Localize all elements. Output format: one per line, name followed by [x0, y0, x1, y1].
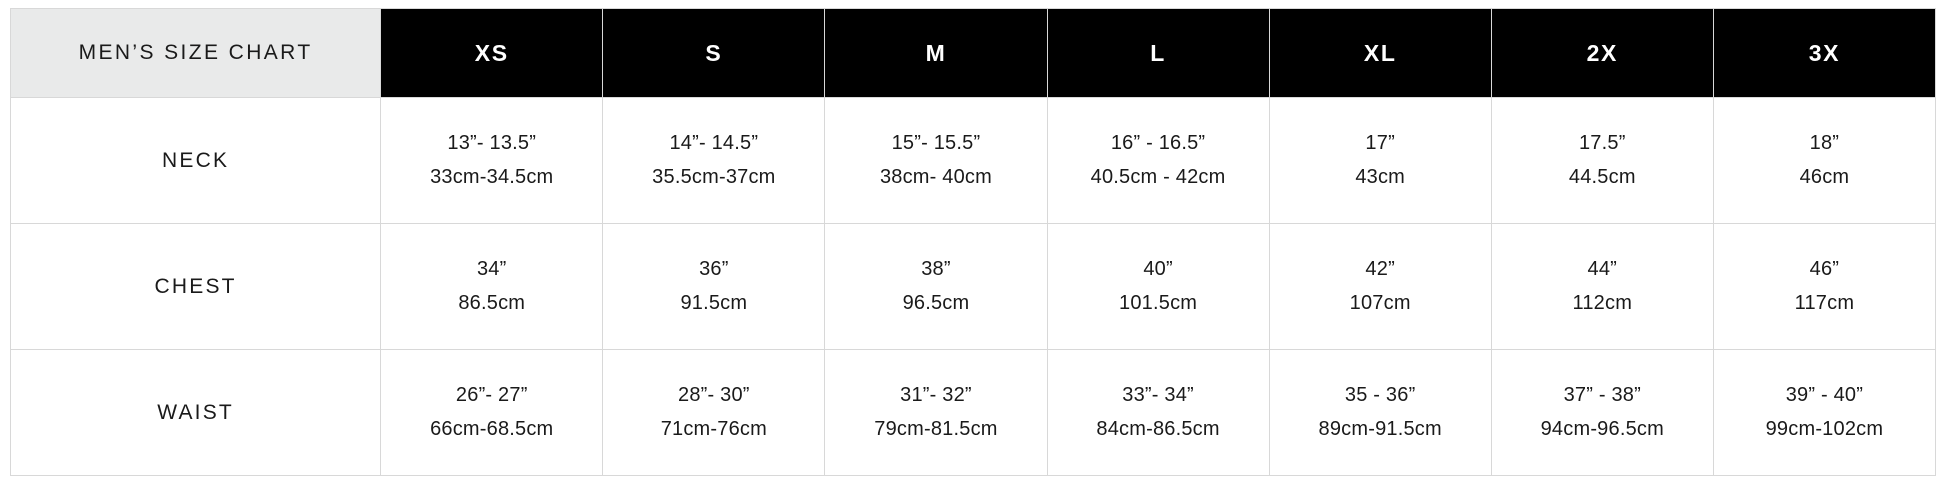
table-header: [11, 9, 1936, 98]
measure-imperial: 16” - 16.5”: [1110, 131, 1206, 154]
size-header-m: M: [825, 9, 1047, 98]
cell-neck-l: [1047, 98, 1269, 224]
table-row: [11, 224, 1936, 350]
cell-chest-s: [603, 224, 825, 350]
measure-imperial: 34”: [476, 257, 507, 280]
measure-imperial: 13”- 13.5”: [447, 131, 537, 154]
measure-imperial: 28”- 30”: [678, 383, 750, 406]
table-row: [11, 350, 1936, 476]
size-header-xl: XL: [1269, 9, 1491, 98]
measure-imperial: 44”: [1587, 257, 1618, 280]
measure-metric: 79cm-81.5cm: [874, 417, 998, 440]
cell-chest-l: [1047, 224, 1269, 350]
table-body: [11, 98, 1936, 476]
measure-metric: 96.5cm: [902, 291, 970, 314]
measure-imperial: 38”: [921, 257, 951, 280]
measure-metric: 117cm: [1794, 291, 1855, 314]
measure-metric: 43cm: [1355, 165, 1406, 188]
row-label-chest: CHEST: [11, 224, 381, 350]
measure-metric: 44.5cm: [1568, 165, 1636, 188]
measure-metric: 89cm-91.5cm: [1318, 417, 1442, 440]
measure-imperial: 26”- 27”: [455, 383, 528, 406]
measure-metric: 99cm-102cm: [1765, 417, 1884, 440]
cell-neck-s: [603, 98, 825, 224]
measure-imperial: 40”: [1143, 257, 1173, 280]
measure-imperial: 14”- 14.5”: [669, 131, 759, 154]
measure-imperial: 18”: [1809, 131, 1840, 154]
cell-neck-2x: [1491, 98, 1713, 224]
cell-waist-xl: [1269, 350, 1491, 476]
measure-metric: 107cm: [1349, 291, 1411, 314]
cell-chest-2x: [1491, 224, 1713, 350]
measure-metric: 71cm-76cm: [660, 417, 767, 440]
measure-metric: 46cm: [1799, 165, 1850, 188]
header-row: [11, 9, 1936, 98]
cell-chest-xl: [1269, 224, 1491, 350]
measure-imperial: 42”: [1365, 257, 1395, 280]
table-row: [11, 98, 1936, 224]
row-label-neck: NECK: [11, 98, 381, 224]
cell-chest-m: [825, 224, 1047, 350]
measure-imperial: 46”: [1809, 257, 1840, 280]
measure-metric: 40.5cm - 42cm: [1090, 165, 1226, 188]
measure-imperial: 17.5”: [1578, 131, 1626, 154]
measure-imperial: 33”- 34”: [1122, 383, 1194, 406]
cell-neck-3x: [1713, 98, 1935, 224]
cell-chest-xs: [381, 224, 603, 350]
cell-neck-xl: [1269, 98, 1491, 224]
measure-metric: 35.5cm-37cm: [652, 165, 776, 188]
measure-metric: 38cm- 40cm: [879, 165, 992, 188]
measure-imperial: 36”: [699, 257, 729, 280]
measure-metric: 86.5cm: [458, 291, 526, 314]
size-header-xs: XS: [381, 9, 603, 98]
measure-imperial: 39” - 40”: [1785, 383, 1864, 406]
cell-waist-s: [603, 350, 825, 476]
measure-metric: 112cm: [1572, 291, 1633, 314]
cell-chest-3x: [1713, 224, 1935, 350]
measure-imperial: 37” - 38”: [1563, 383, 1641, 406]
cell-waist-m: [825, 350, 1047, 476]
measure-metric: 84cm-86.5cm: [1096, 417, 1220, 440]
cell-neck-m: [825, 98, 1047, 224]
cell-waist-xs: [381, 350, 603, 476]
row-label-waist: WAIST: [11, 350, 381, 476]
chart-title-cell: MEN’S SIZE CHART: [11, 9, 381, 98]
measure-metric: 33cm-34.5cm: [430, 165, 554, 188]
cell-waist-3x: [1713, 350, 1935, 476]
measure-metric: 101.5cm: [1119, 291, 1198, 314]
size-header-2x: 2X: [1491, 9, 1713, 98]
cell-waist-2x: [1491, 350, 1713, 476]
measure-imperial: 35 - 36”: [1344, 383, 1416, 406]
measure-imperial: 17”: [1365, 131, 1395, 154]
measure-metric: 66cm-68.5cm: [430, 417, 554, 440]
measure-imperial: 15”- 15.5”: [891, 131, 981, 154]
size-header-3x: 3X: [1713, 9, 1935, 98]
size-header-l: L: [1047, 9, 1269, 98]
measure-metric: 91.5cm: [680, 291, 748, 314]
size-header-s: S: [603, 9, 825, 98]
cell-neck-xs: [381, 98, 603, 224]
cell-waist-l: [1047, 350, 1269, 476]
measure-metric: 94cm-96.5cm: [1540, 417, 1664, 440]
measure-imperial: 31”- 32”: [900, 383, 972, 406]
mens-size-chart-table: [10, 8, 1936, 476]
